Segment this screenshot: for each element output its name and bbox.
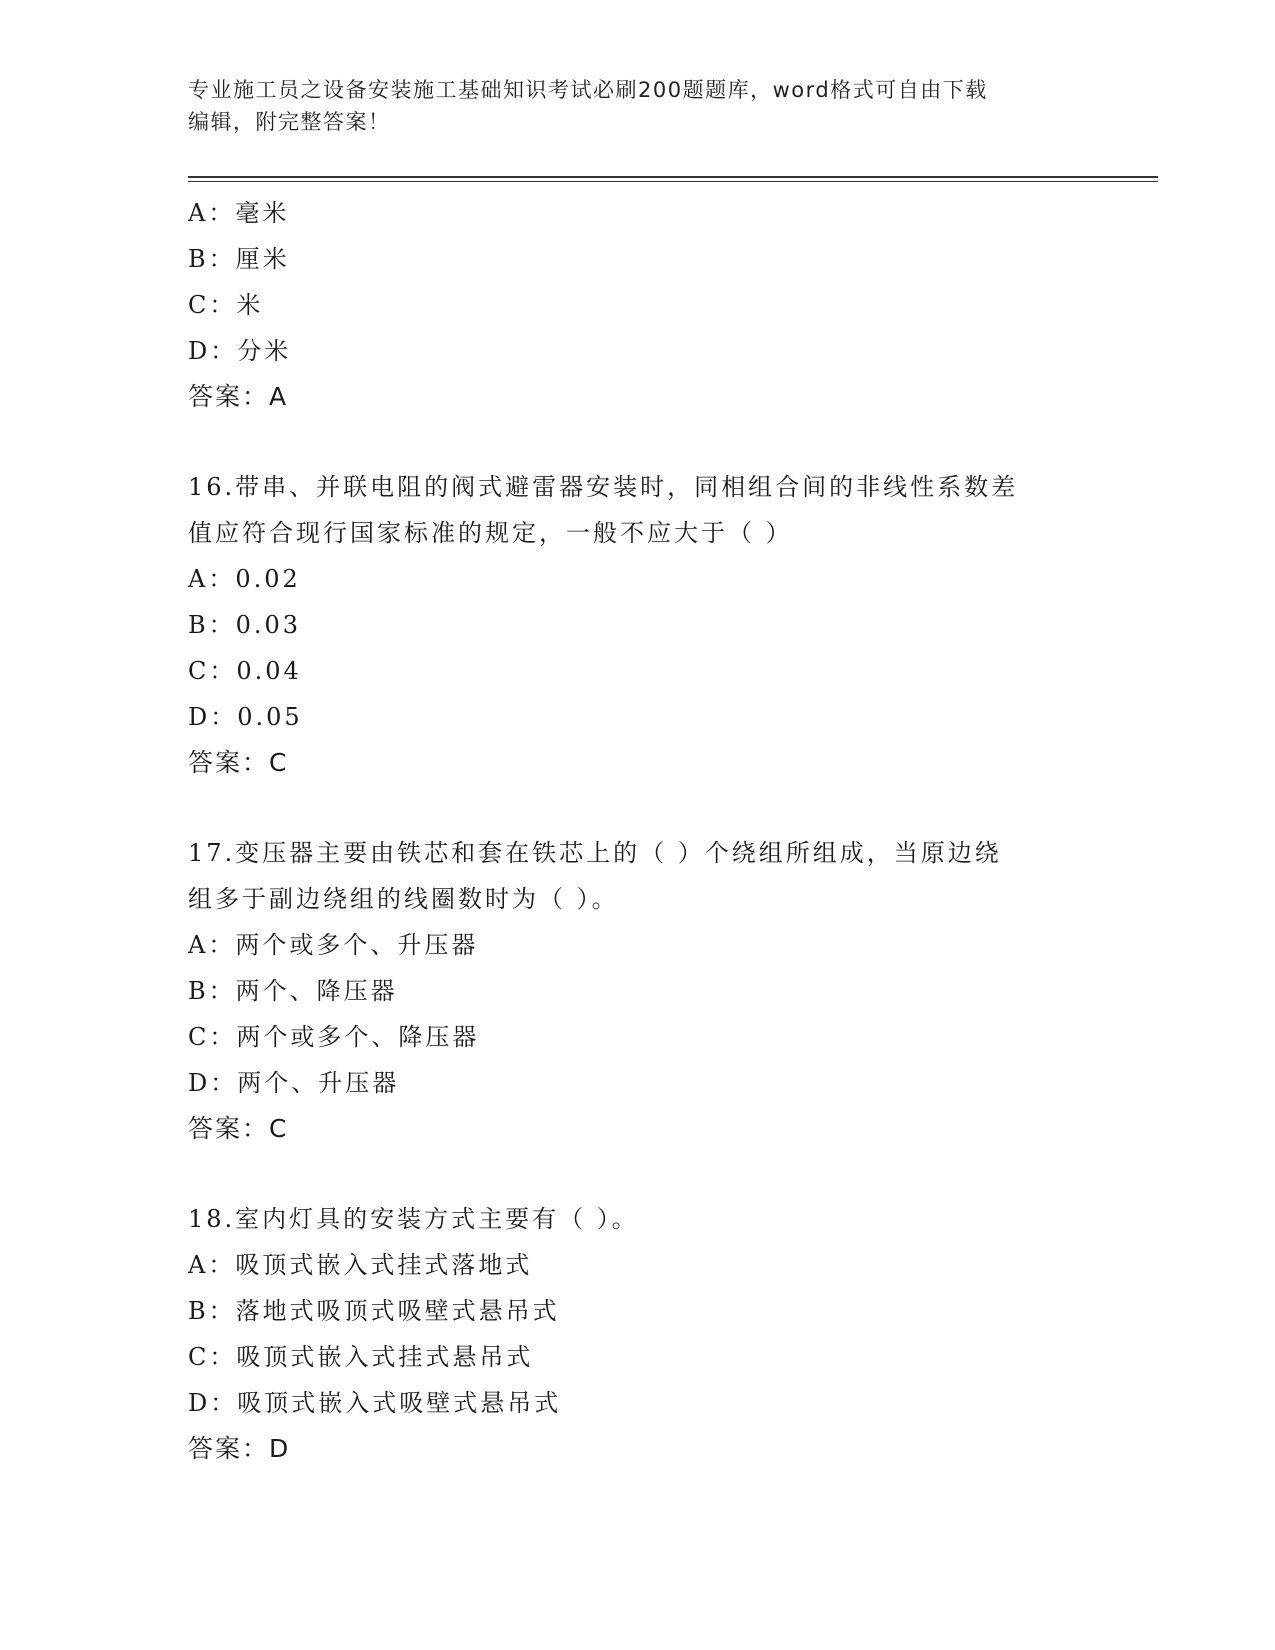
question-stem: 16.带串、并联电阻的阀式避雷器安装时，同相组合间的非线性系数差 <box>188 473 1019 501</box>
answer: 答案：C <box>188 1114 289 1143</box>
option-b: B：厘米 <box>188 245 290 273</box>
document-header <box>188 74 1088 138</box>
question-stem-cont: 值应符合现行国家标准的规定，一般不应大于（ ） <box>188 519 793 547</box>
question-stem: 18.室内灯具的安装方式主要有（ ）。 <box>188 1205 639 1233</box>
answer: 答案：C <box>188 748 289 777</box>
option-b: B：两个、降压器 <box>188 977 398 1005</box>
question-list <box>188 190 1088 1472</box>
option-c: C：吸顶式嵌入式挂式悬吊式 <box>188 1343 534 1371</box>
question-stem-cont: 组多于副边绕组的线圈数时为（ ）。 <box>188 885 619 913</box>
option-d: D：0.05 <box>188 703 303 731</box>
header-line-1: 专业施工员之设备安装施工基础知识考试必刷200题题库，word格式可自由下载 <box>188 78 988 102</box>
header-divider-thick <box>188 176 1158 178</box>
option-a: A：吸顶式嵌入式挂式落地式 <box>188 1251 533 1279</box>
header-line-2: 编辑，附完整答案！ <box>188 110 391 134</box>
answer: 答案：D <box>188 1434 291 1463</box>
option-c: C：两个或多个、降压器 <box>188 1023 480 1051</box>
option-d: D：两个、升压器 <box>188 1069 400 1097</box>
option-a: A：0.02 <box>188 565 301 593</box>
answer: 答案：A <box>188 382 289 411</box>
option-b: B：0.03 <box>188 611 302 639</box>
option-d: D：分米 <box>188 337 292 365</box>
header-divider-thin <box>188 181 1158 182</box>
question-block-15 <box>188 190 1088 420</box>
option-a: A：毫米 <box>188 199 290 227</box>
option-b: B：落地式吸顶式吸壁式悬吊式 <box>188 1297 560 1325</box>
option-c: C：0.04 <box>188 657 302 685</box>
option-a: A：两个或多个、升压器 <box>188 931 479 959</box>
question-block-17 <box>188 830 1088 1152</box>
question-stem: 17.变压器主要由铁芯和套在铁芯上的（ ）个绕组所组成，当原边绕 <box>188 839 1002 867</box>
question-block-18 <box>188 1196 1088 1472</box>
option-d: D：吸顶式嵌入式吸壁式悬吊式 <box>188 1389 562 1417</box>
option-c: C：米 <box>188 291 264 319</box>
question-block-16 <box>188 464 1088 786</box>
